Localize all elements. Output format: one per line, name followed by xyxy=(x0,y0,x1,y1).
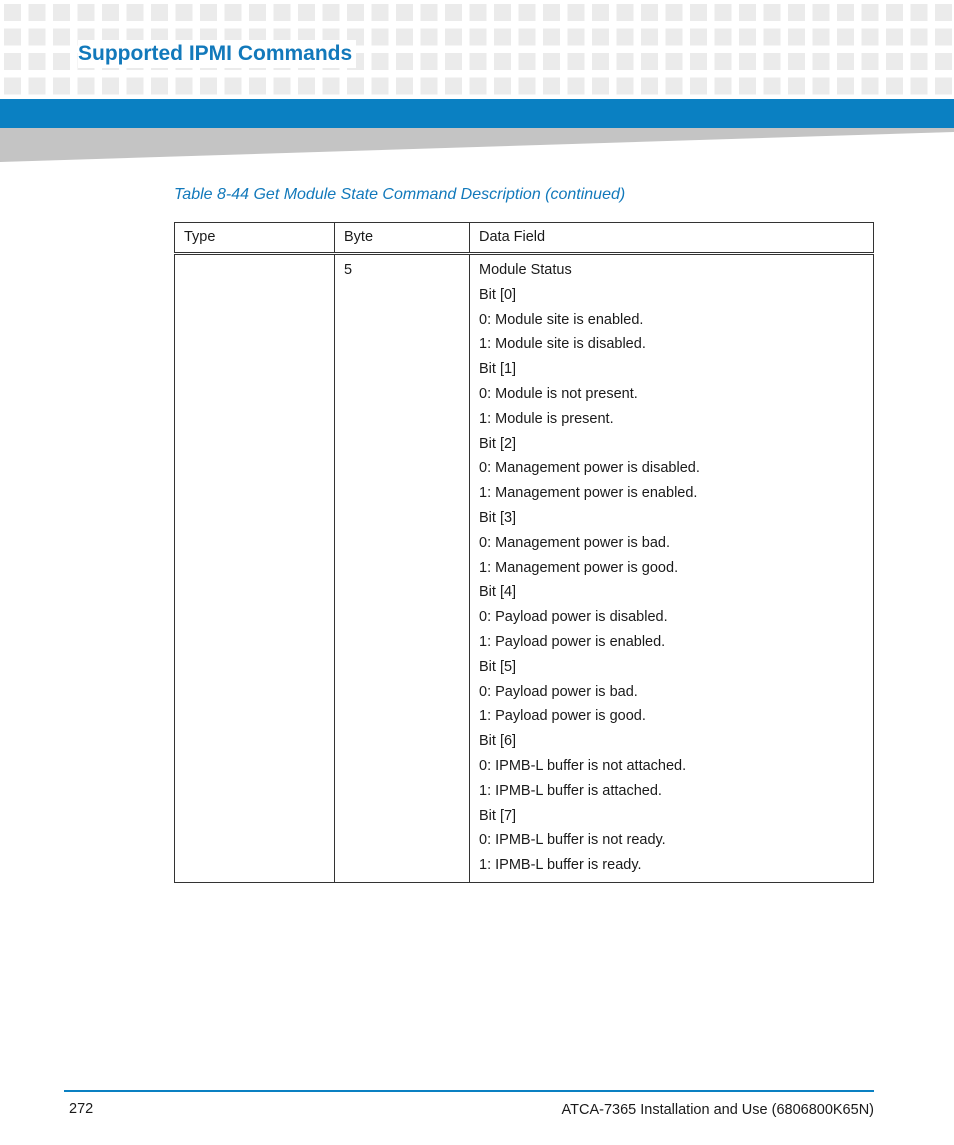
section-title: Supported IPMI Commands xyxy=(78,40,356,68)
data-field-line: Bit [6] xyxy=(479,733,517,750)
data-field-line: Bit [4] xyxy=(479,584,517,601)
table-row xyxy=(175,254,874,883)
cell-type xyxy=(175,254,335,883)
data-field-line: 0: Module is not present. xyxy=(479,385,638,402)
data-field-line: Bit [2] xyxy=(479,435,517,452)
table-caption: Table 8-44 Get Module State Command Description (continued) xyxy=(174,186,626,203)
data-field-line: Bit [0] xyxy=(479,286,517,303)
data-field-line: Module Status xyxy=(479,262,572,278)
data-field-line: 1: Module site is disabled. xyxy=(479,336,646,353)
table-header-row xyxy=(175,223,874,254)
data-field-line: 1: Module is present. xyxy=(479,410,614,427)
data-field-line: Bit [3] xyxy=(479,509,517,526)
data-field-line: 0: IPMB-L buffer is not attached. xyxy=(479,757,687,774)
data-field-line: Bit [1] xyxy=(479,361,517,378)
byte-value: 5 xyxy=(344,262,353,278)
data-field-line: 0: Module site is enabled. xyxy=(479,311,644,328)
data-field-line: 1: Payload power is enabled. xyxy=(479,633,666,650)
header-band xyxy=(0,99,954,128)
data-field-line: Bit [7] xyxy=(479,807,517,824)
document-title: ATCA-7365 Installation and Use (6806800K65N) xyxy=(561,1102,874,1118)
data-field-line: 0: Management power is bad. xyxy=(479,534,671,551)
cell-byte xyxy=(335,254,470,883)
data-field-line: 0: Payload power is bad. xyxy=(479,683,638,700)
data-field-line: 0: IPMB-L buffer is not ready. xyxy=(479,832,666,849)
data-field-line: Bit [5] xyxy=(479,658,517,675)
data-field-line: 1: IPMB-L buffer is attached. xyxy=(479,782,662,799)
data-field-line: 1: Management power is good. xyxy=(479,559,679,576)
column-header-byte: Byte xyxy=(335,223,470,254)
data-field-line: 0: Payload power is disabled. xyxy=(479,609,668,626)
data-field-line: 0: Management power is disabled. xyxy=(479,460,700,477)
cell-data-field xyxy=(470,254,874,883)
data-field-line: 1: Management power is enabled. xyxy=(479,485,698,502)
data-field-line: 1: IPMB-L buffer is ready. xyxy=(479,857,642,874)
data-field-line: 1: Payload power is good. xyxy=(479,708,646,725)
page-number: 272 xyxy=(69,1101,94,1117)
column-header-data-field: Data Field xyxy=(470,223,874,254)
footer-rule xyxy=(64,1090,874,1092)
header-gray-wedge xyxy=(0,128,954,164)
column-header-type: Type xyxy=(175,223,335,254)
command-table xyxy=(174,222,874,883)
